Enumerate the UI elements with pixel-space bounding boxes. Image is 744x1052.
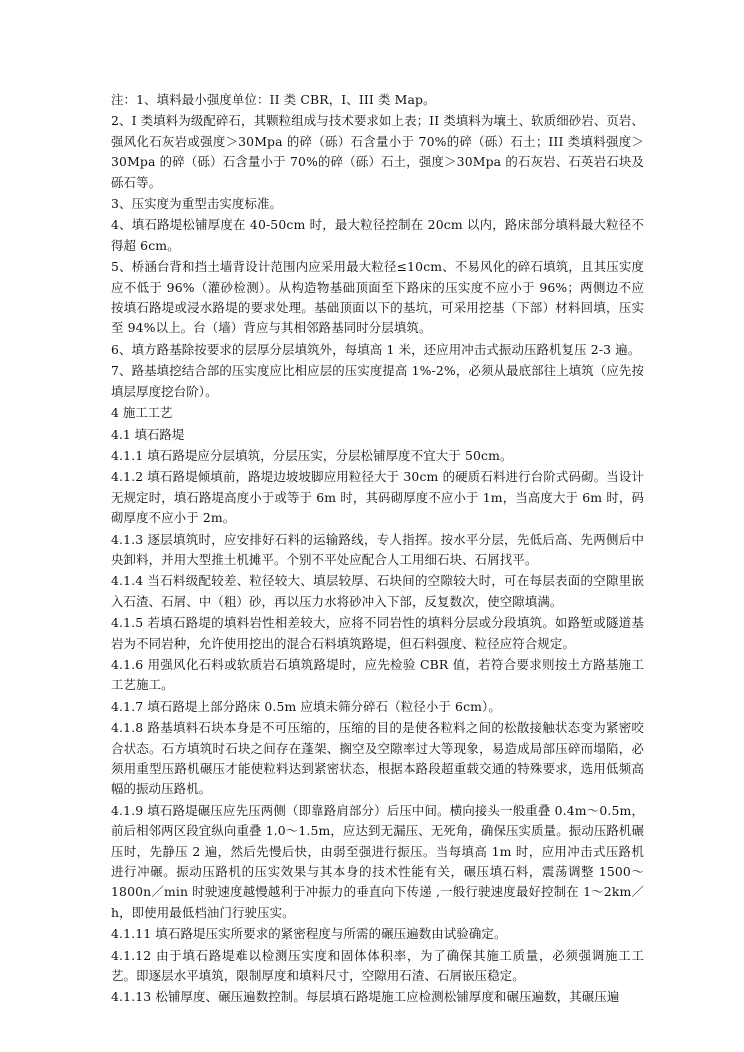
clause-4-1-5: 4.1.5 若填石路堤的填料岩性相差较大，应将不同岩性的填料分层或分段填筑。如路堑或隧道基岩为不同岩种，允许使用挖出的混合石料填筑路堤，但石料强度、粒径应符合规定。 [111,615,644,651]
clause-4-1-7: 4.1.7 填石路堤上部分路床 0.5m 应填未筛分碎石（粒径小于 6cm）。 [111,698,501,714]
clause-4-1-2: 4.1.2 填石路堤倾填前，路堤边坡坡脚应用粒径大于 30cm 的硬质石料进行台阶式码砌。当设计无规定时，填石路堤高度小于或等于 6m 时，其码砌厚度不应小于 1m，当高度大于 6m 时，码砌厚度不应小于 2m。 [111,469,644,526]
clause-4-1-12: 4.1.12 由于填石路堤难以检测压实度和固体体积率，为了确保其施工质量，必须强调施工工艺。即逐层水平填筑，限制厚度和填料尺寸，空隙用石渣、石屑嵌压稳定。 [111,947,644,984]
clause-4-1-3: 4.1.3 逐层填筑时，应安排好石料的运输路线，专人指挥。按水平分层，先低后高、先两侧后中央卸料，并用大型推土机摊平。个别不平处应配合人工用细石块、石屑找平。 [111,531,644,567]
note-compaction-standard: 3、压实度为重型击实度标准。 [111,196,283,212]
note-abutment-backfill: 5、桥涵台背和挡土墙背设计范围内应采用最大粒径≤10cm、不易风化的碎石填筑，且其压实度应不低于 96%（灌砂检测）。从构造物基础顶面至下路床的压实度不应小于 96%；两侧边不应按填石路堤或浸水路堤的要求处理。基础顶面以下的基坑，可采用挖基（下部）材料回填，压实至 94%以上。台（墙）背应与其相邻路基同时分层填筑。 [111,259,644,336]
subsection-heading: 4.1 填石路堤 [111,426,185,442]
clause-4-1-9: 4.1.9 填石路堤碾压应先压两侧（即靠路肩部分）后压中间。横向接头一般重叠 0.4m～0.5m，前后相邻两区段宜纵向重叠 1.0～1.5m，应达到无漏压、无死角，确保压实质量。振动压路机碾压时，先静压 2 遍，然后先慢后快，由弱至强进行振压。当每填高 1m 时，应用冲击式压路机进行冲碾。振动压路机的压实效果与其本身的技术性能有关，碾压填石料，震荡调整 1500～1800n／min 时驶速度越慢越利于冲振力的垂直向下传递 ,一般行驶速度最好控制在 1～2km／h，即使用最低档油门行驶压实。 [111,802,644,920]
note-fill-classes: 2、I 类填料为级配碎石，其颗粒组成与技术要求如上表；II 类填料为壤土、软质细砂岩、页岩、强风化石灰岩或强度＞30Mpa 的碎（砾）石含量小于 70%的碎（砾）石土；III 类填料强度＞30Mpa 的碎（砾）石含量小于 70%的碎（砾）石土，强度＞30Mpa 的石灰岩、石英岩石块及砾石等。 [111,113,644,190]
clause-4-1-4: 4.1.4 当石料级配较差、粒径较大、填层较厚、石块间的空隙较大时，可在每层表面的空隙里嵌入石渣、石屑、中（粗）砂，再以压力水将砂冲入下部，反复数次，使空隙填满。 [111,573,644,609]
section-heading: 4 施工工艺 [111,405,173,421]
clause-4-1-13: 4.1.13 松铺厚度、碾压遍数控制。每层填石路堤施工应检测松铺厚度和碾压遍数，其碾压遍 [111,989,620,1005]
clause-4-1-11: 4.1.11 填石路堤压实所要求的紧密程度与所需的碾压遍数由试验确定。 [111,926,507,942]
clause-4-1-6: 4.1.6 用强风化石料或软质岩石填筑路堤时，应先检验 CBR 值，若符合要求则按土方路基施工工艺施工。 [111,656,644,693]
note-layered-filling: 6、填方路基除按要求的层厚分层填筑外，每填高 1 米，还应用冲击式振动压路机复压 2-3 遍。 [111,341,641,357]
note-loose-thickness: 4、填石路堤松铺厚度在 40-50cm 时，最大粒径控制在 20cm 以内，路床部分填料最大粒径不得超 6cm。 [111,217,644,253]
note-line-1: 注：1、填料最小强度单位：II 类 CBR，I、III 类 Map。 [111,92,436,107]
note-cut-fill-junction: 7、路基填挖结合部的压实度应比相应层的压实度提高 1%-2%，必须从最底部往上填筑（应先按填层厚度挖台阶）。 [111,363,644,399]
clause-4-1-1: 4.1.1 填石路堤应分层填筑，分层压实，分层松铺厚度不宜大于 50cm。 [111,447,513,463]
clause-4-1-8: 4.1.8 路基填料石块本身是不可压缩的，压缩的目的是使各粒料之间的松散接触状态变为紧密咬合状态。石方填筑时石块之间存在蓬架、搁空及空隙率过大等现象，易造成局部压碎而塌陷，必须用重型压路机碾压才能使粒料达到紧密状态，根据本路段超重载交通的特殊要求，选用低频高幅的振动压路机。 [111,720,644,797]
